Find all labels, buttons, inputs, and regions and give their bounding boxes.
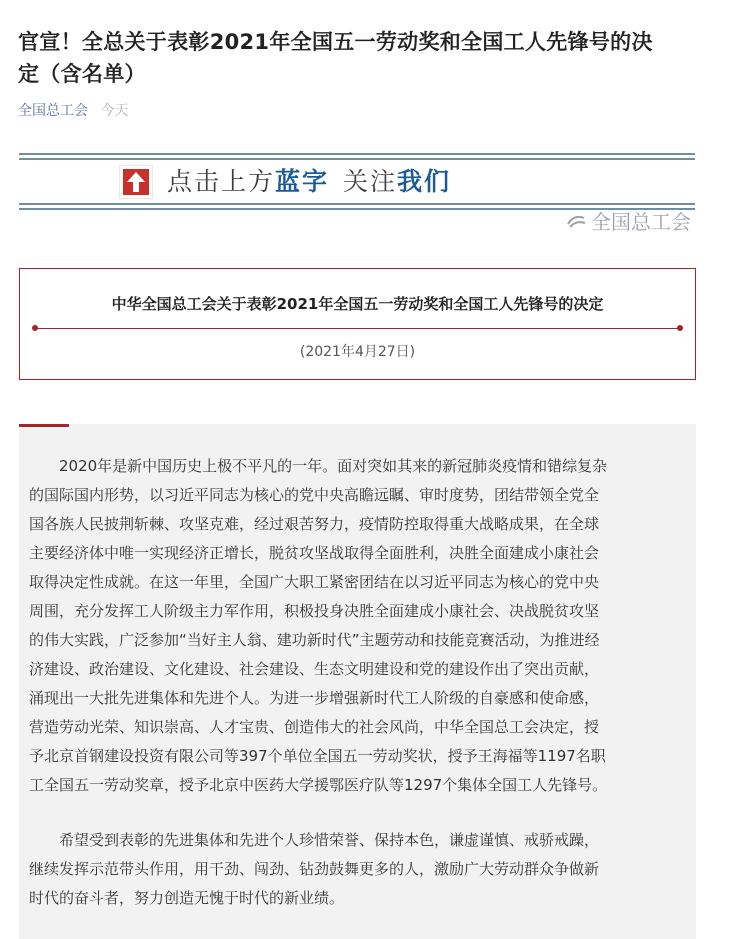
union-logo-icon [565, 212, 587, 230]
banner-rule [19, 158, 695, 160]
body-line: 的伟大实践，广泛参加“当好主人翁、建功新时代”主题劳动和技能竞赛活动，为推进经 [29, 631, 600, 649]
cta-blue-word: 蓝字 [275, 167, 330, 196]
body-line: 涌现出一大批先进集体和先进个人。为进一步增强新时代工人阶级的自豪感和使命感， [29, 689, 600, 707]
publish-time: 今天 [100, 103, 129, 119]
body-line: 取得决定性成就。在这一年里，全国广大职工紧密团结在以习近平同志为核心的党中央 [29, 573, 600, 591]
body-line: 继续发挥示范带头作用，用干劲、闯劲、钻劲鼓舞更多的人，激励广大劳动群众争做新 [29, 860, 600, 878]
decision-date: (2021年4月27日) [299, 344, 416, 360]
cta-bold-word: 我们 [397, 167, 452, 196]
body-line: 的国际国内形势，以习近平同志为核心的党中央高瞻远瞩、审时度势，团结带领全党全 [29, 486, 600, 504]
follow-banner [19, 150, 695, 232]
article-title-line-2: 定（含名单） [18, 62, 146, 86]
body-line: 主要经济体中唯一实现经济正增长，脱贫攻坚战取得全面胜利，决胜全面建成小康社会 [29, 544, 600, 562]
body-line: 希望受到表彰的先进集体和先进个人珍惜荣誉、保持本色，谦虚谨慎、戒骄戒躁， [29, 831, 600, 849]
body-line: 予北京首钢建设投资有限公司等397个单位全国五一劳动奖状，授予王海福等1197名职 [29, 747, 606, 765]
body-paragraph-1 [29, 452, 686, 800]
banner-rule [19, 203, 695, 205]
article-title [18, 26, 718, 90]
banner-watermark [565, 206, 691, 235]
cta-prefix: 点击上方 [167, 167, 276, 196]
body-line: 济建设、政治建设、文化建设、社会建设、生态文明建设和党的建设作出了突出贡献， [29, 660, 600, 678]
decision-header-box [19, 268, 696, 380]
watermark-text: 全国总工会 [591, 210, 691, 234]
up-arrow-icon [119, 165, 153, 199]
article-title-line-1: 官宣！全总关于表彰2021年全国五一劳动奖和全国工人先锋号的决 [18, 30, 653, 54]
body-line: 工全国五一劳动奖章，授予北京中医药大学援鄂医疗队等1297个集体全国工人先锋号。 [29, 776, 608, 794]
article-meta [18, 100, 128, 120]
body-line: 营造劳动光荣、知识崇高、人才宝贵、创造伟大的社会风尚，中华全国总工会决定，授 [29, 718, 600, 736]
body-line: 2020年是新中国历史上极不平凡的一年。面对突如其来的新冠肺炎疫情和错综复杂 [29, 457, 608, 475]
cta-mid: 关注 [343, 167, 398, 196]
body-paragraph-2 [29, 826, 686, 913]
account-name-link[interactable]: 全国总工会 [18, 103, 88, 119]
article-body [19, 424, 696, 939]
body-line: 周围，充分发挥工人阶级主力军作用，积极投身决胜全面建成小康社会、决战脱贫攻坚 [29, 602, 600, 620]
follow-cta-text [167, 165, 451, 199]
decision-title: 中华全国总工会关于表彰2021年全国五一劳动奖和全国工人先锋号的决定 [111, 295, 604, 313]
body-accent-bar [19, 424, 69, 427]
body-line: 时代的奋斗者，努力创造无愧于时代的新业绩。 [29, 889, 345, 907]
decision-divider [34, 328, 679, 329]
body-line: 国各族人民披荆斩棘、攻坚克难，经过艰苦努力，疫情防控取得重大战略成果，在全球 [29, 515, 600, 533]
banner-rule [19, 153, 695, 155]
divider-dot-right [677, 325, 683, 331]
